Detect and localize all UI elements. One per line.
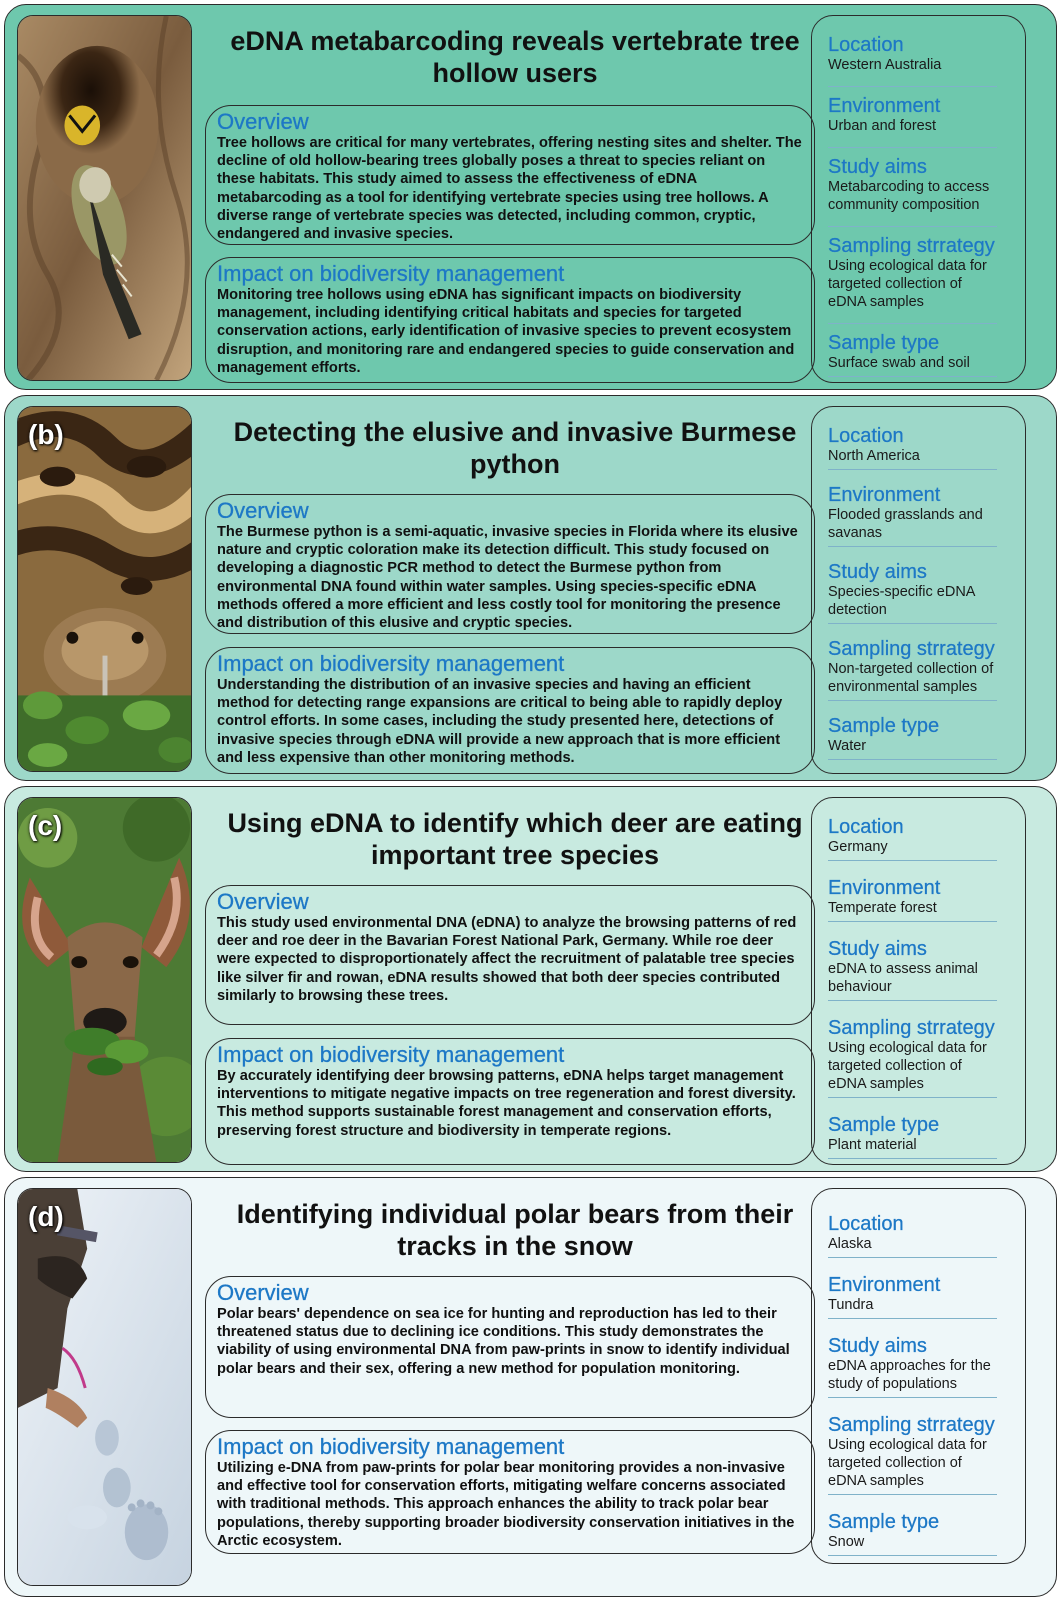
polar-bear-tracks-photo <box>17 1188 192 1586</box>
location-item <box>828 816 997 861</box>
environment-item <box>828 484 997 547</box>
environment-value: Temperate forest <box>828 900 937 916</box>
study-details-sidebar <box>811 797 1026 1165</box>
environment-value: Flooded grasslands and savanas <box>828 507 983 541</box>
sampling-strategy-value: Using ecological data for targeted collection of eDNA samples <box>828 1040 987 1092</box>
sampling-strategy-item <box>828 1017 997 1098</box>
panel-a <box>4 4 1057 390</box>
study-details-sidebar <box>811 1188 1026 1564</box>
environment-item <box>828 1274 997 1319</box>
overview-text: This study used environmental DNA (eDNA) to analyze the browsing patterns of red deer and roe deer in the Bavarian Forest National Park, Germany. While roe deer were expected to disproportionately affect the recruitment of palatable tree species like silver fir and rowan, eDNA results showed that both deer species contributed similarly to browsing these trees. <box>217 915 797 1004</box>
location-item <box>828 1213 997 1258</box>
sample-type-label: Sample type <box>828 1511 940 1533</box>
study-aims-item <box>828 156 997 227</box>
location-item <box>828 34 997 87</box>
bird-in-tree-hollow-photo <box>17 15 192 381</box>
study-aims-value: eDNA to assess animal behaviour <box>828 961 978 995</box>
sample-type-item <box>828 332 997 377</box>
sample-type-label: Sample type <box>828 332 940 354</box>
environment-value: Urban and forest <box>828 118 937 134</box>
environment-item <box>828 95 997 148</box>
location-label: Location <box>828 1213 904 1235</box>
sample-type-label: Sample type <box>828 1114 940 1136</box>
study-aims-value: eDNA approaches for the study of populations <box>828 1358 991 1392</box>
sampling-strategy-value: Using ecological data for targeted collection of eDNA samples <box>828 1437 987 1489</box>
location-value: Western Australia <box>828 57 942 73</box>
overview-text: The Burmese python is a semi-aquatic, invasive species in Florida where its elusive nature and cryptic coloration make its detection difficult. This study focused on developing a diagnostic PCR method to detect the Burmese python from environmental DNA found within water samples. Using species-specific eDNA methods offered a more efficient and less costly tool for monitoring the presence and distribution of this elusive and cryptic species. <box>217 524 798 632</box>
study-aims-item <box>828 1335 997 1398</box>
overview-box <box>205 105 815 245</box>
environment-label: Environment <box>828 1274 941 1296</box>
panel-letter: (b) <box>28 419 64 450</box>
impact-heading: Impact on biodiversity management <box>217 1042 565 1067</box>
location-value: Germany <box>828 839 888 855</box>
environment-label: Environment <box>828 95 941 117</box>
overview-heading: Overview <box>217 109 309 134</box>
impact-box <box>205 257 815 383</box>
impact-text: Understanding the distribution of an invasive species and having an efficient method for detecting range expansions are critical to being able to rapidly deploy control efforts. In some cases, including the study presented here, detections of invasive species through eDNA will provide a new approach that is more efficient and less expensive than other monitoring methods. <box>217 677 783 766</box>
sampling-strategy-label: Sampling strrategy <box>828 638 995 660</box>
impact-heading: Impact on biodiversity management <box>217 651 565 676</box>
sample-type-item <box>828 1114 997 1159</box>
sample-type-value: Water <box>828 738 867 754</box>
sampling-strategy-item <box>828 638 997 701</box>
location-label: Location <box>828 34 904 56</box>
impact-text: Utilizing e-DNA from paw-prints for polar bear monitoring provides a non-invasive and effective tool for conservation efforts, mitigating welfare concerns associated with traditional methods. This approach enhances the ability to track polar bear populations, thereby supporting broader biodiversity conservation initiatives in the Arctic ecosystem. <box>217 1460 795 1549</box>
sampling-strategy-label: Sampling strrategy <box>828 235 995 257</box>
study-aims-value: Species-specific eDNA detection <box>828 584 975 618</box>
impact-box <box>205 1430 815 1554</box>
study-aims-value: Metabarcoding to access community composition <box>828 179 990 213</box>
sample-type-label: Sample type <box>828 715 940 737</box>
location-item <box>828 425 997 470</box>
sample-type-value: Plant material <box>828 1137 917 1153</box>
panel-b <box>4 395 1057 781</box>
environment-label: Environment <box>828 877 941 899</box>
environment-label: Environment <box>828 484 941 506</box>
impact-text: Monitoring tree hollows using eDNA has significant impacts on biodiversity management, including identifying critical habitats and species for targeted conservation actions, early identification of invasive species to prevent ecosystem disruption, and monitoring rare and endangered species to guide conservation and management efforts. <box>217 287 795 376</box>
panel-title: Detecting the elusive and invasive Burmese python <box>233 417 797 479</box>
location-label: Location <box>828 816 904 838</box>
deer-eating-leaves-photo <box>17 797 192 1163</box>
overview-text: Tree hollows are critical for many vertebrates, offering nesting sites and shelter. The decline of old hollow-bearing trees globally poses a threat to species reliant on these habitats. This study aimed to assess the effectiveness of eDNA metabarcoding as a tool for identifying vertebrate species using tree hollows. A diverse range of vertebrate species was detected, including common, cryptic, endangered and invasive species. <box>217 135 802 243</box>
location-value: Alaska <box>828 1236 872 1252</box>
overview-box <box>205 494 815 634</box>
study-details-sidebar <box>811 406 1026 774</box>
impact-box <box>205 1038 815 1165</box>
overview-text: Polar bears' dependence on sea ice for hunting and reproduction has led to their threatened status due to declining ice conditions. This study demonstrates the viability of using environmental DNA from paw-prints in snow to identify individual polar bears and their sex, offering a new method for population monitoring. <box>217 1306 790 1377</box>
sampling-strategy-label: Sampling strrategy <box>828 1017 995 1039</box>
impact-text: By accurately identifying deer browsing patterns, eDNA helps target management interventions to mitigate negative impacts on tree regeneration and forest diversity. This method supports sustainable forest management and conservation efforts, preserving forest structure and biodiversity in temperate regions. <box>217 1068 796 1139</box>
study-aims-label: Study aims <box>828 156 927 178</box>
panel-title: Identifying individual polar bears from their tracks in the snow <box>236 1199 794 1261</box>
study-details-sidebar <box>811 15 1026 383</box>
impact-heading: Impact on biodiversity management <box>217 261 565 286</box>
panel-letter: (d) <box>28 1201 64 1232</box>
study-aims-label: Study aims <box>828 938 927 960</box>
panel-title: Using eDNA to identify which deer are eating important tree species <box>227 808 803 870</box>
sampling-strategy-item <box>828 1414 997 1495</box>
sampling-strategy-value: Using ecological data for targeted collection of eDNA samples <box>828 258 987 310</box>
impact-heading: Impact on biodiversity management <box>217 1434 565 1459</box>
overview-box <box>205 885 815 1025</box>
overview-heading: Overview <box>217 1280 309 1305</box>
panel-title: eDNA metabarcoding reveals vertebrate tree hollow users <box>230 26 800 88</box>
sampling-strategy-label: Sampling strrategy <box>828 1414 995 1436</box>
impact-box <box>205 647 815 774</box>
sample-type-item <box>828 1511 997 1556</box>
sample-type-value: Surface swab and soil <box>828 355 970 371</box>
panel-d <box>4 1177 1057 1597</box>
sampling-strategy-item <box>828 235 997 324</box>
study-aims-label: Study aims <box>828 561 927 583</box>
location-value: North America <box>828 448 920 464</box>
environment-value: Tundra <box>828 1297 874 1313</box>
panel-letter: (c) <box>28 810 63 841</box>
overview-heading: Overview <box>217 889 309 914</box>
overview-heading: Overview <box>217 498 309 523</box>
sample-type-value: Snow <box>828 1534 865 1550</box>
sampling-strategy-value: Non-targeted collection of environmental samples <box>828 661 994 695</box>
study-aims-label: Study aims <box>828 1335 927 1357</box>
burmese-python-photo <box>17 406 192 772</box>
location-label: Location <box>828 425 904 447</box>
study-aims-item <box>828 938 997 1001</box>
overview-box <box>205 1276 815 1418</box>
sample-type-item <box>828 715 997 760</box>
environment-item <box>828 877 997 922</box>
panel-c <box>4 786 1057 1172</box>
study-aims-item <box>828 561 997 624</box>
